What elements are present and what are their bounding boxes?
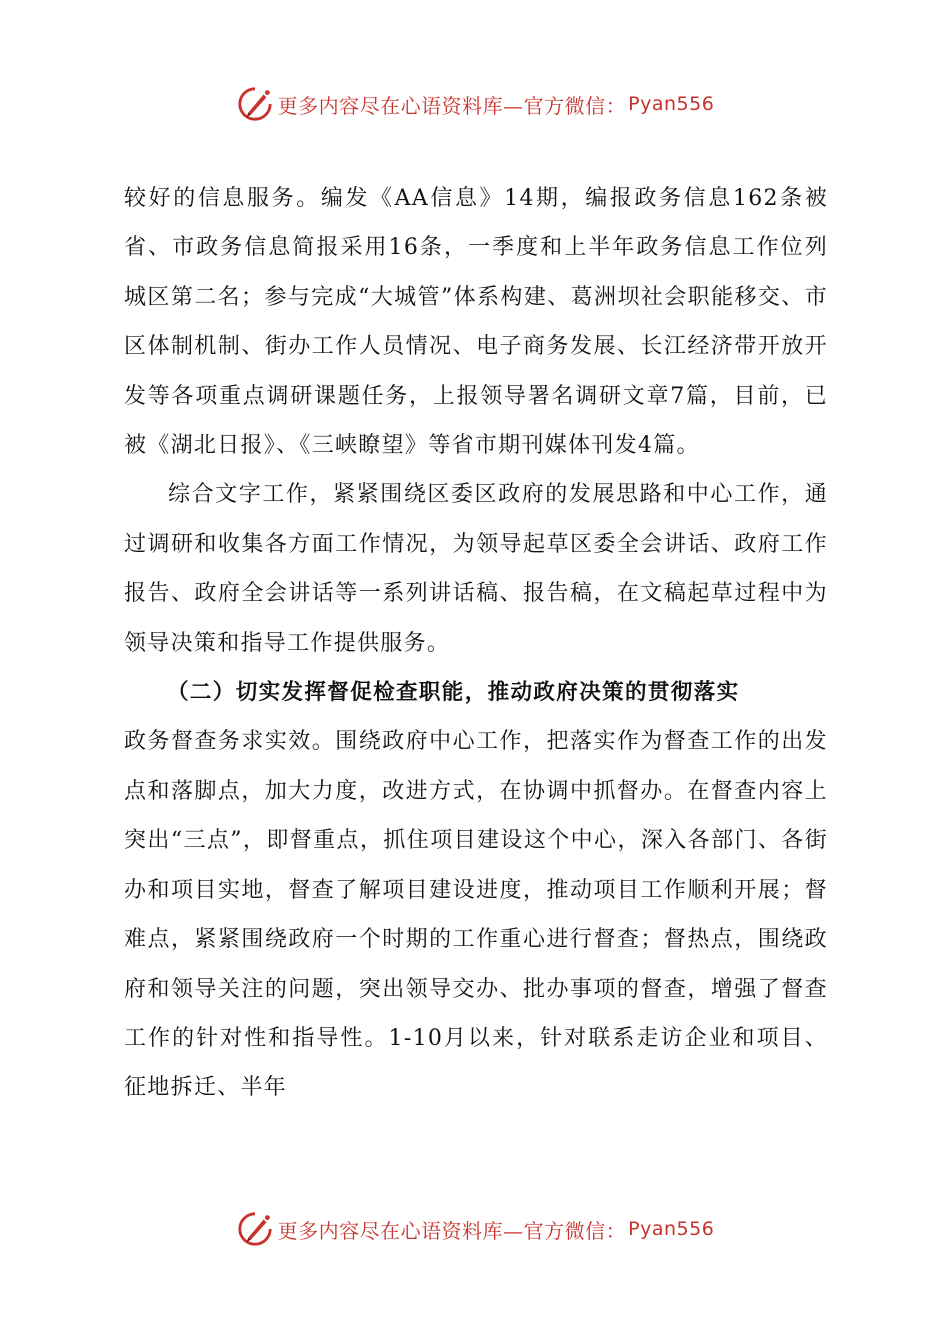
paragraph-info-services: 较好的信息服务。编发《AA信息》14期，编报政务信息162条被省、市政务信息简报采用16条，一季度和上半年政务信息工作位列城区第二名；参与完成“大城管”体系构建、葛洲坝社会职能移交、市区体制机制、街办工作人员情况、电子商务发展、长江经济带开放开发等各项重点调研课题任务，上报领导署名调研文章7篇，目前，已被《湖北日报》、《三峡瞭望》等省市期刊媒体刊发4篇。 bbox=[124, 186, 828, 459]
section-heading: （二）切实发挥督促检查职能，推动政府决策的贯彻落实 bbox=[167, 680, 740, 706]
footer-banner bbox=[0, 1209, 950, 1249]
wechat-id: Pyan556 bbox=[628, 93, 715, 115]
document-body bbox=[124, 174, 828, 1113]
paragraph-supervision: 政务督查务求实效。围绕政府中心工作，把落实作为督查工作的出发点和落脚点，加大力度，改进方式，在协调中抓督办。在督查内容上突出“三点”，即督重点，抓住项目建设这个中心，深入各部门、各街办和项目实地，督查了解项目建设进度，推动项目工作顺利开展；督难点，紧紧围绕政府一个时期的工作重心进行督查；督热点，围绕政府和领导关注的问题，突出领导交办、批办事项的督查，增强了督查工作的针对性和指导性。1-10月以来，针对联系走访企业和项目、征地拆迁、半年 bbox=[124, 729, 828, 1101]
header-banner bbox=[0, 84, 950, 124]
banner-text: 更多内容尽在心语资料库—官方微信： bbox=[277, 1218, 627, 1243]
pen-circle-icon bbox=[236, 1210, 274, 1248]
paragraph-writing-work: 综合文字工作，紧紧围绕区委区政府的发展思路和中心工作，通过调研和收集各方面工作情况，为领导起草区委全会讲话、政府工作报告、政府全会讲话等一系列讲话稿、报告稿，在文稿起草过程中为领导决策和指导工作提供服务。 bbox=[124, 482, 828, 656]
wechat-id: Pyan556 bbox=[628, 1218, 715, 1240]
pen-circle-icon bbox=[236, 85, 274, 123]
banner-text: 更多内容尽在心语资料库—官方微信： bbox=[277, 93, 627, 118]
